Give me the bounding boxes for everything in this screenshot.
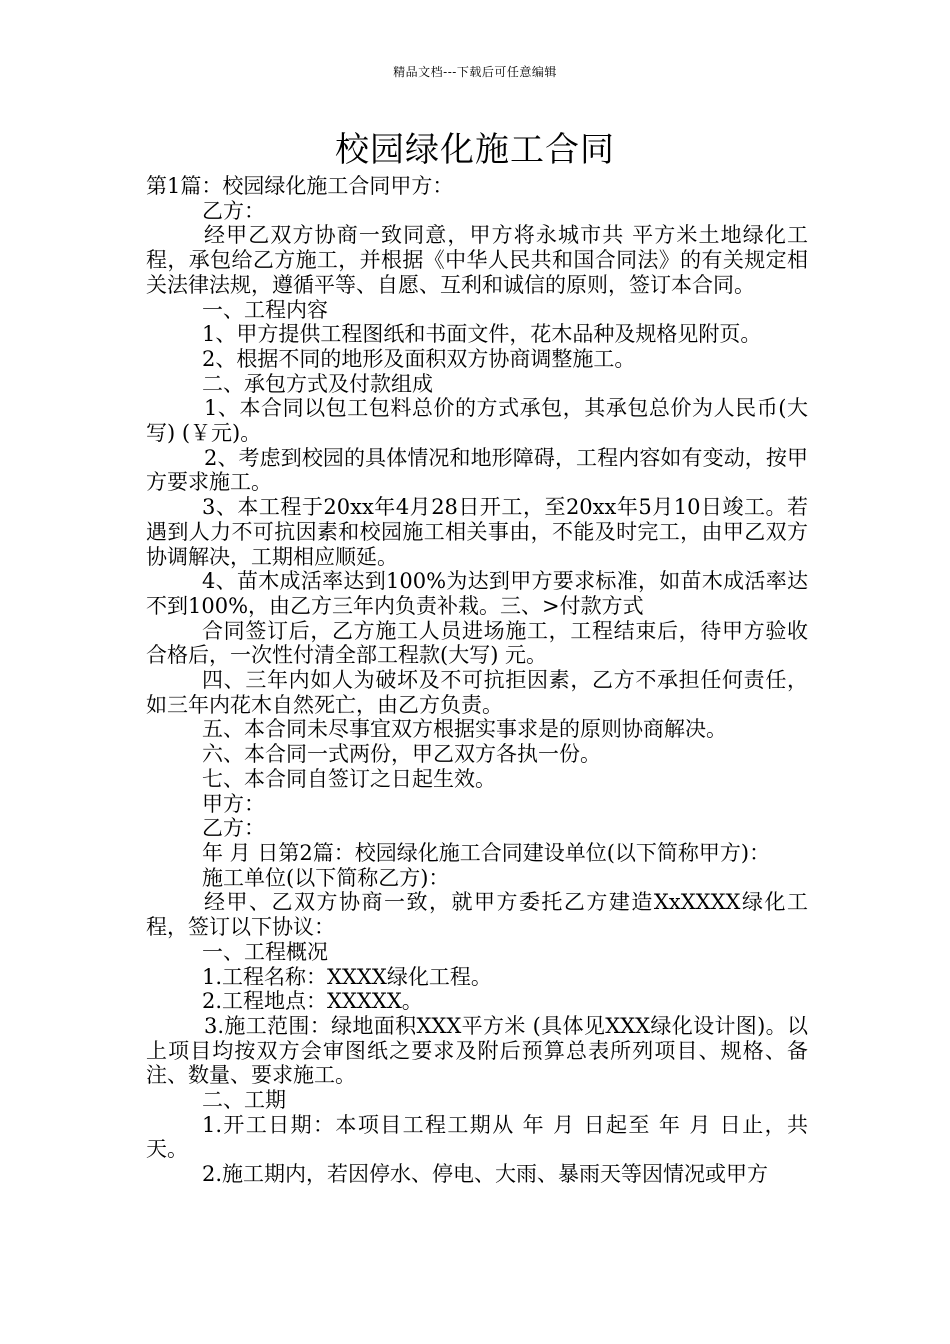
paragraph: 2、考虑到校园的具体情况和地形障碍，工程内容如有变动，按甲方要求施工。: [146, 445, 808, 495]
paragraph: 七、本合同自签订之日起生效。: [202, 766, 496, 791]
paragraph: 3、本工程于20xx年4月28日开工，至20xx年5月10日竣工。若遇到人力不可抗因素和校园施工相关事由，不能及时完工，由甲乙双方协调解决，工期相应顺延。: [146, 495, 808, 569]
paragraph: 合同签订后，乙方施工人员进场施工，工程结束后，待甲方验收合格后，一次性付清全部工程款(大写) 元。: [146, 618, 808, 668]
signature-line-party-b: 乙方：: [202, 816, 265, 841]
paragraph: 年 月 日第2篇：校园绿化施工合同建设单位(以下简称甲方)：: [202, 840, 771, 865]
paragraph: 2.工程地点：XXXXX。: [202, 989, 423, 1014]
document-body: [146, 174, 808, 1187]
paragraph: 五、本合同未尽事宜双方根据实事求是的原则协商解决。: [202, 717, 727, 742]
signature-line-party-a: 甲方：: [202, 791, 265, 816]
paragraph: 经甲乙双方协商一致同意，甲方将永城市共 平方米土地绿化工程，承包给乙方施工，并根据《中华人民共和国合同法》的有关规定相关法律法规，遵循平等、自愿、互利和诚信的原则，签订本合同。: [146, 223, 808, 297]
paragraph: 3.施工范围：绿地面积XXX平方米 (具体见XXX绿化设计图)。以上项目均按双方会审图纸之要求及附后预算总表所列项目、规格、备注、数量、要求施工。: [146, 1013, 808, 1088]
section-heading: 二、承包方式及付款组成: [202, 371, 433, 396]
paragraph: 乙方：: [202, 198, 265, 223]
paragraph: 1.工程名称：XXXX绿化工程。: [202, 964, 492, 989]
paragraph: 2、根据不同的地形及面积双方协商调整施工。: [202, 346, 636, 371]
paragraph: 施工单位(以下简称乙方)：: [202, 865, 450, 890]
paragraph: 第1篇：校园绿化施工合同甲方：: [146, 174, 454, 198]
paragraph: 六、本合同一式两份，甲乙双方各执一份。: [202, 742, 601, 767]
paragraph: 四、三年内如人为破坏及不可抗拒因素，乙方不承担任何责任，如三年内花木自然死亡，由乙方负责。: [146, 668, 808, 717]
section-heading: 一、工程概况: [202, 939, 328, 964]
page-header: 精品文档---下载后可任意编辑: [393, 65, 557, 79]
paragraph: 经甲、乙双方协商一致，就甲方委托乙方建造XxXXXX绿化工程，签订以下协议：: [146, 890, 808, 940]
section-heading: 一、工程内容: [202, 297, 328, 322]
document-title: 校园绿化施工合同: [335, 130, 615, 170]
paragraph: 1、甲方提供工程图纸和书面文件，花木品种及规格见附页。: [202, 322, 762, 347]
paragraph: 1、本合同以包工包料总价的方式承包，其承包总价为人民币(大写) (￥元)。: [146, 396, 808, 446]
section-heading: 二、工期: [202, 1088, 286, 1113]
paragraph: 1.开工日期：本项目工程工期从 年 月 日起至 年 月 日止，共 天。: [146, 1112, 808, 1162]
paragraph: 2.施工期内，若因停水、停电、大雨、暴雨天等因情况或甲方: [202, 1162, 769, 1187]
paragraph: 4、苗木成活率达到100%为达到甲方要求标准，如苗木成活率达不到100%，由乙方三年内负责补栽。三、>付款方式: [146, 569, 808, 618]
